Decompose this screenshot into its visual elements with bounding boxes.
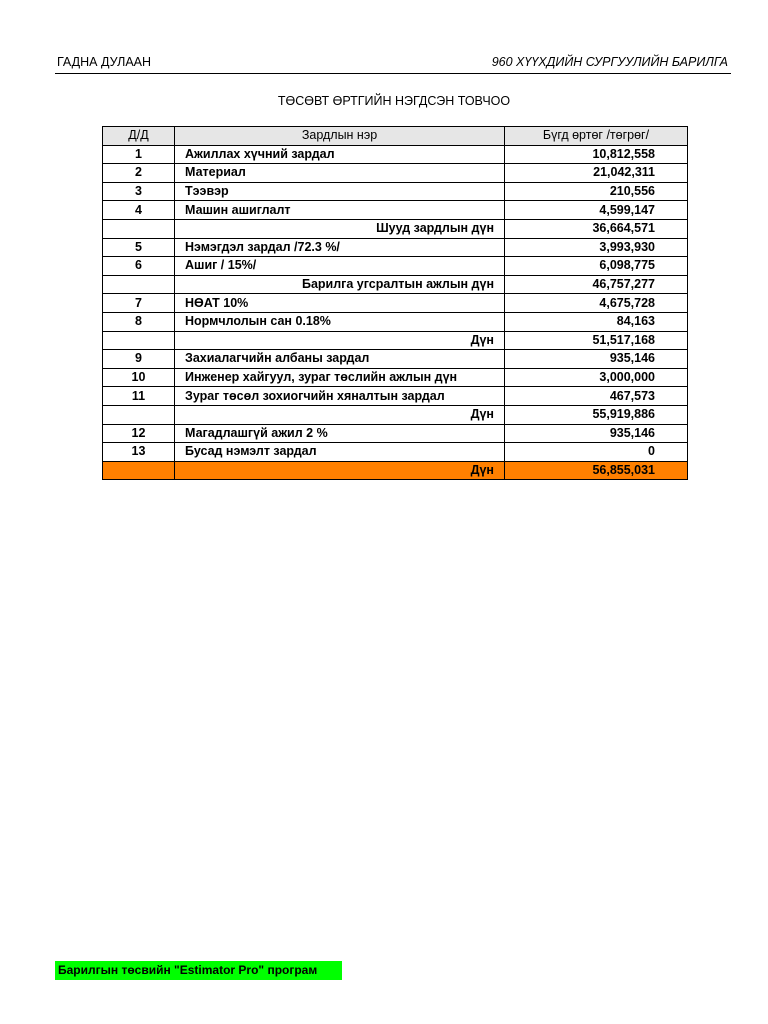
table-row	[103, 424, 688, 443]
row-name: Материал	[175, 164, 505, 183]
table-row	[103, 443, 688, 462]
row-name: Тээвэр	[175, 182, 505, 201]
row-name: Дүн	[175, 331, 505, 350]
table-row	[103, 350, 688, 369]
row-name: Инженер хайгуул, зураг төслийн ажлын дүн	[175, 368, 505, 387]
column-header-name: Зардлын нэр	[175, 127, 505, 146]
table-row	[103, 182, 688, 201]
row-value: 36,664,571	[505, 219, 688, 238]
row-number	[103, 331, 175, 350]
summary-table	[102, 126, 688, 480]
row-value: 0	[505, 443, 688, 462]
row-value: 21,042,311	[505, 164, 688, 183]
row-value: 56,855,031	[505, 461, 688, 480]
row-name: Дүн	[175, 461, 505, 480]
row-number: 12	[103, 424, 175, 443]
table-row	[103, 238, 688, 257]
row-name: Ашиг / 15%/	[175, 257, 505, 276]
row-number: 13	[103, 443, 175, 462]
row-value: 935,146	[505, 424, 688, 443]
column-header-value: Бүгд өртөг /төгрөг/	[505, 127, 688, 146]
row-name: Шууд зардлын дүн	[175, 219, 505, 238]
row-name: Нормчлолын сан 0.18%	[175, 312, 505, 331]
header-divider	[55, 73, 731, 74]
row-number: 6	[103, 257, 175, 276]
table-row	[103, 387, 688, 406]
row-name: Зураг төсөл зохиогчийн хяналтын зардал	[175, 387, 505, 406]
row-name: Машин ашиглалт	[175, 201, 505, 220]
table-row	[103, 312, 688, 331]
row-value: 3,993,930	[505, 238, 688, 257]
row-number	[103, 275, 175, 294]
row-value: 4,675,728	[505, 294, 688, 313]
table-row	[103, 294, 688, 313]
row-name: Ажиллах хүчний зардал	[175, 145, 505, 164]
row-name: Дүн	[175, 405, 505, 424]
row-number: 9	[103, 350, 175, 369]
table-row	[103, 257, 688, 276]
row-number	[103, 219, 175, 238]
row-value: 6,098,775	[505, 257, 688, 276]
subtotal-row	[103, 405, 688, 424]
row-name: Нэмэгдэл зардал /72.3 %/	[175, 238, 505, 257]
subtotal-row	[103, 219, 688, 238]
row-number: 5	[103, 238, 175, 257]
page-title: ТӨСӨВТ ӨРТГИЙН НЭГДСЭН ТОВЧОО	[277, 94, 511, 108]
row-number: 4	[103, 201, 175, 220]
row-number: 8	[103, 312, 175, 331]
row-number	[103, 405, 175, 424]
row-value: 3,000,000	[505, 368, 688, 387]
table-body	[103, 145, 688, 480]
row-number: 10	[103, 368, 175, 387]
row-number: 7	[103, 294, 175, 313]
table-row	[103, 368, 688, 387]
row-value: 210,556	[505, 182, 688, 201]
row-name: Захиалагчийн албаны зардал	[175, 350, 505, 369]
row-number: 3	[103, 182, 175, 201]
row-number	[103, 461, 175, 480]
row-name: Бусад нэмэлт зардал	[175, 443, 505, 462]
subtotal-row	[103, 331, 688, 350]
row-value: 51,517,168	[505, 331, 688, 350]
row-value: 84,163	[505, 312, 688, 331]
row-value: 935,146	[505, 350, 688, 369]
table-row	[103, 145, 688, 164]
estimator-pro-badge: Барилгын төсвийн "Estimator Pro" програм	[55, 961, 342, 980]
table-row	[103, 164, 688, 183]
row-name: НӨАТ 10%	[175, 294, 505, 313]
row-value: 55,919,886	[505, 405, 688, 424]
header-right: 960 ХҮҮХДИЙН СУРГУУЛИЙН БАРИЛГА	[491, 55, 728, 69]
total-row	[103, 461, 688, 480]
column-header-no: Д/Д	[103, 127, 175, 146]
row-number: 1	[103, 145, 175, 164]
table-row	[103, 201, 688, 220]
row-value: 4,599,147	[505, 201, 688, 220]
row-number: 11	[103, 387, 175, 406]
row-name: Магадлашгүй ажил 2 %	[175, 424, 505, 443]
header-left: ГАДНА ДУЛААН	[57, 55, 152, 69]
row-number: 2	[103, 164, 175, 183]
table-header-row	[103, 127, 688, 146]
row-value: 10,812,558	[505, 145, 688, 164]
subtotal-row	[103, 275, 688, 294]
row-value: 467,573	[505, 387, 688, 406]
row-name: Барилга угсралтын ажлын дүн	[175, 275, 505, 294]
row-value: 46,757,277	[505, 275, 688, 294]
